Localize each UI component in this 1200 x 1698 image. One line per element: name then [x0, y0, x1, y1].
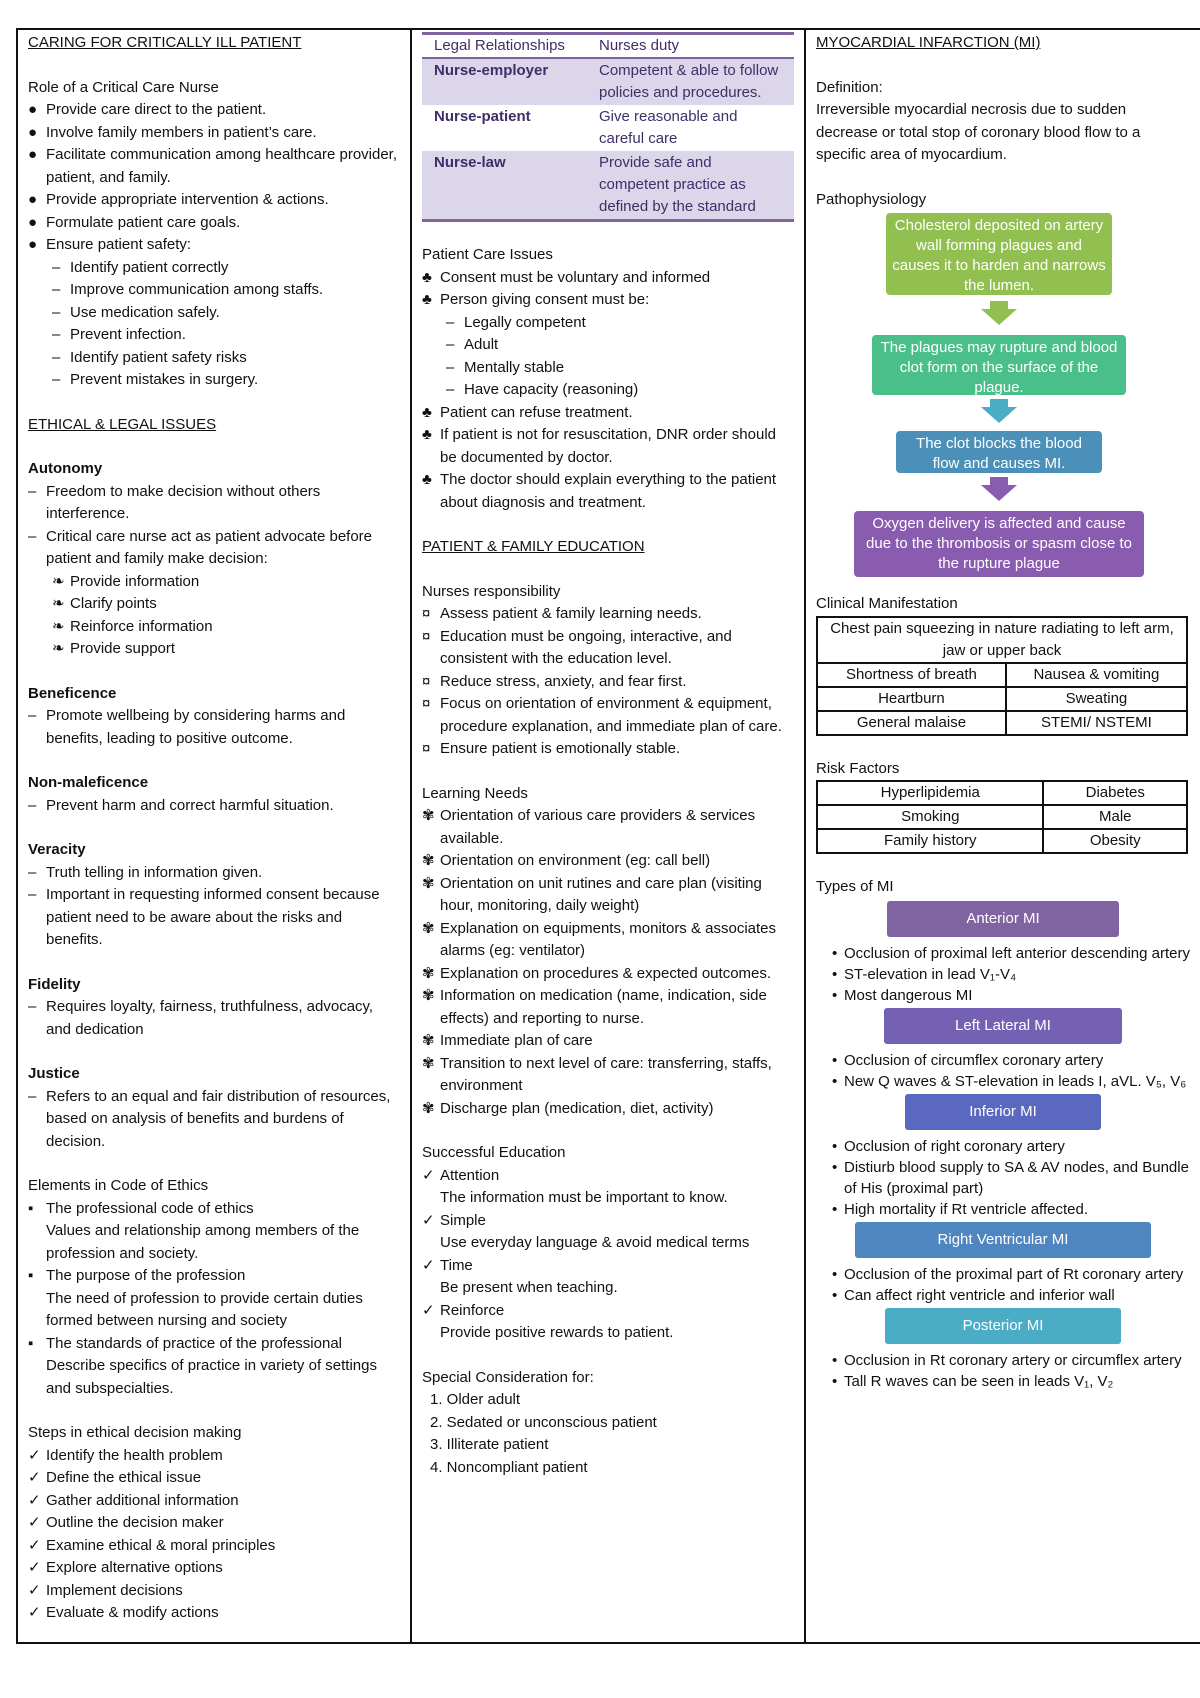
flow-step: Oxygen delivery is affected and cause due to the thrombosis or spasm close to the rupture plague [854, 511, 1144, 577]
veracity-list [28, 862, 400, 952]
list-item: ✓ Evaluate & modify actions [28, 1602, 400, 1625]
check-icon: ✓ [28, 1604, 41, 1621]
list-item: • Can affect right ventricle and inferior wall [830, 1285, 1190, 1306]
list-item: – Promote wellbeing by considering harms and benefits, leading to positive outcome. [28, 707, 346, 747]
flow-step: Cholesterol deposited on artery wall forming plagues and causes it to harden and narrows the lumen. [886, 213, 1112, 295]
table-row [817, 663, 1187, 687]
list-item: ✾ Orientation on environment (eg: call bell) [422, 850, 794, 873]
club-bullet-icon: ♣ [422, 291, 432, 308]
list-item: ❧ Provide information [28, 571, 400, 594]
list-item: ● Provide appropriate intervention & actions. [28, 189, 400, 212]
code-list [28, 1198, 400, 1401]
check-icon: ✓ [28, 1559, 41, 1576]
list-item: 1. Older adult [430, 1391, 521, 1408]
dash-icon: – [28, 863, 37, 881]
list-item: – Mentally stable [422, 357, 794, 380]
list-item: • Most dangerous MI [830, 985, 1190, 1006]
list-item: ✓ Outline the decision maker [28, 1512, 400, 1535]
types-heading: Types of MI [816, 878, 894, 895]
table-cell: Provide safe and competent practice as defined by the standard [587, 151, 794, 221]
check-icon: ✓ [28, 1491, 41, 1509]
list-item: – Requires loyalty, fairness, truthfulness, advocacy, and dedication [28, 998, 374, 1038]
clinical-table [816, 616, 1188, 736]
success-list [422, 1165, 794, 1345]
flow-arrow-stem [990, 399, 1008, 407]
justice-list [28, 1086, 400, 1154]
mi-type-details [816, 1050, 1190, 1092]
table-cell: Nurse-patient [434, 108, 531, 125]
currency-bullet-icon: ¤ [422, 672, 431, 690]
mi-type-details [816, 1350, 1190, 1392]
list-item: ❧ Clarify points [28, 593, 400, 616]
table-row [817, 617, 1187, 663]
list-item: – Prevent harm and correct harmful situation. [28, 795, 400, 818]
list-item: ♣ Patient can refuse treatment. [422, 402, 794, 425]
table-cell: STEMI/ NSTEMI [1006, 711, 1187, 735]
bullet-icon: ● [28, 146, 38, 163]
list-item: ♣ The doctor should explain everything to the patient about diagnosis and treatment. [422, 471, 777, 511]
section-title: MYOCARDIAL INFARCTION (MI) [816, 34, 1041, 51]
flourish-bullet-icon: ❧ [52, 640, 65, 657]
table-header: Nurses duty [587, 34, 794, 59]
principle-heading: Justice [28, 1065, 80, 1082]
table-cell: Sweating [1006, 687, 1187, 711]
dash-icon: – [52, 281, 61, 298]
flourish-bullet-icon: ❧ [52, 572, 65, 590]
table-cell: Hyperlipidemia [817, 781, 1043, 805]
dash-icon: – [52, 326, 61, 343]
bullet-icon: ● [28, 101, 38, 118]
club-bullet-icon: ♣ [422, 403, 432, 421]
code-heading: Elements in Code of Ethics [28, 1177, 209, 1194]
issues-list-2 [422, 402, 794, 515]
learning-needs-list [422, 805, 794, 1120]
list-item: – Critical care nurse act as patient advocate before patient and family make decision: [28, 527, 373, 567]
beneficence-list [28, 705, 400, 750]
bullet-icon: ● [28, 191, 38, 208]
responsibility-heading: Nurses responsibility [422, 582, 561, 600]
flower-bullet-icon: ✾ [422, 1054, 435, 1072]
list-item: ▪ The professional code of ethics Values and relationship among members of the profession and society. [28, 1199, 360, 1262]
dash-icon: – [52, 348, 61, 366]
list-item: ✾ Transition to next level of care: transferring, staffs, environment [422, 1054, 772, 1094]
square-bullet-icon: ▪ [28, 1199, 34, 1217]
table-row [817, 687, 1187, 711]
list-item: – Adult [422, 334, 794, 357]
mi-type-header: Anterior MI [887, 901, 1119, 937]
list-item: – Use medication safely. [28, 302, 400, 325]
list-item: 3. Illiterate patient [430, 1436, 549, 1453]
list-item: • Occlusion of circumflex coronary artery [830, 1050, 1190, 1071]
list-item: ♣ Person giving consent must be: [422, 289, 794, 312]
flower-bullet-icon: ✾ [422, 1099, 435, 1117]
steps-list [28, 1445, 400, 1625]
list-item: • High mortality if Rt ventricle affected. [830, 1199, 1190, 1220]
list-item: ● Provide care direct to the patient. [28, 99, 400, 122]
check-icon: ✓ [28, 1446, 41, 1464]
table-row [422, 151, 794, 221]
dash-icon: – [446, 336, 455, 353]
list-item: ✾ Information on medication (name, indication, side effects) and reporting to nurse. [422, 987, 767, 1027]
list-item: ¤ Education must be ongoing, interactive, and consistent with the education level. [422, 627, 732, 667]
list-item: ¤ Ensure patient is emotionally stable. [422, 738, 794, 761]
mi-type-header: Posterior MI [885, 1308, 1121, 1344]
safety-list [28, 257, 400, 392]
mi-type-details [816, 1136, 1190, 1220]
issues-list [422, 267, 794, 312]
dash-icon: – [52, 303, 61, 321]
dash-icon: – [446, 381, 455, 398]
table-cell: Chest pain squeezing in nature radiating to left arm, jaw or upper back [817, 617, 1187, 663]
check-icon: ✓ [422, 1166, 435, 1184]
flow-arrow-stem [990, 301, 1008, 309]
bullet-icon: ● [28, 236, 38, 253]
principle-heading: Beneficence [28, 684, 117, 702]
table-cell: Family history [817, 829, 1043, 853]
list-item: ✓ Simple Use everyday language & avoid medical terms [422, 1211, 750, 1251]
table-row [422, 105, 794, 151]
flow-step: The clot blocks the blood flow and causes MI. [896, 431, 1102, 473]
list-item: ❧ Reinforce information [28, 616, 400, 639]
dash-icon: – [52, 371, 61, 388]
check-icon: ✓ [28, 1514, 41, 1531]
fidelity-list [28, 996, 400, 1041]
principle-heading: Veracity [28, 841, 86, 858]
list-item: – Freedom to make decision without others interference. [28, 482, 321, 522]
list-item: – Prevent mistakes in surgery. [28, 369, 400, 392]
list-item: ✾ Discharge plan (medication, diet, activity) [422, 1098, 794, 1121]
club-bullet-icon: ♣ [422, 268, 432, 286]
list-item: ✓ Define the ethical issue [28, 1467, 400, 1490]
issues-heading: Patient Care Issues [422, 246, 553, 263]
table-cell: Obesity [1043, 829, 1187, 853]
dash-icon: – [446, 358, 455, 376]
check-icon: ✓ [422, 1301, 435, 1319]
flower-bullet-icon: ✾ [422, 919, 435, 937]
list-item: – Identify patient correctly [28, 257, 400, 280]
list-item: • ST-elevation in lead V₁-V₄ [830, 964, 1190, 985]
mi-type-header: Right Ventricular MI [855, 1222, 1151, 1258]
list-item: ✓ Explore alternative options [28, 1557, 400, 1580]
list-item: – Improve communication among staffs. [28, 279, 400, 302]
list-item: ✓ Examine ethical & moral principles [28, 1535, 400, 1558]
mi-type-details [816, 943, 1190, 1006]
list-item: ✓ Identify the health problem [28, 1445, 400, 1468]
club-bullet-icon: ♣ [422, 471, 432, 488]
flourish-bullet-icon: ❧ [52, 595, 65, 612]
flower-bullet-icon: ✾ [422, 807, 435, 824]
role-heading: Role of a Critical Care Nurse [28, 78, 219, 96]
list-item: • New Q waves & ST-elevation in leads I, aVL. V₅, V₆ [830, 1071, 1190, 1092]
list-item: ¤ Focus on orientation of environment & equipment, procedure explanation, and immediate plan of care. [422, 695, 782, 735]
mi-type-header: Left Lateral MI [884, 1008, 1122, 1044]
definition-text: Irreversible myocardial necrosis due to sudden decrease or total stop of coronary blood flow to a specific area of myocardium. [816, 101, 1141, 163]
risk-heading: Risk Factors [816, 759, 900, 777]
success-heading: Successful Education [422, 1144, 566, 1161]
table-row [422, 58, 794, 105]
mi-type-details [816, 1264, 1190, 1306]
role-list [28, 99, 400, 257]
list-item: ✾ Explanation on procedures & expected outcomes. [422, 963, 794, 986]
list-item: ¤ Reduce stress, anxiety, and fear first. [422, 671, 794, 694]
list-item: – Refers to an equal and fair distribution of resources, based on analysis of benefits and burdens of decision. [28, 1087, 391, 1150]
list-item: – Prevent infection. [28, 324, 400, 347]
list-item: ♣ Consent must be voluntary and informed [422, 267, 794, 290]
pathophysiology-heading: Pathophysiology [816, 190, 927, 208]
list-item: ● Involve family members in patient’s care. [28, 122, 400, 145]
dash-icon: – [28, 482, 37, 500]
section-title: PATIENT & FAMILY EDUCATION [422, 538, 645, 555]
table-row [817, 829, 1187, 853]
table-cell: Shortness of breath [817, 663, 1006, 687]
list-item: ✾ Explanation on equipments, monitors & associates alarms (eg: ventilator) [422, 919, 777, 959]
dash-icon: – [28, 527, 37, 545]
list-item: • Occlusion of proximal left anterior descending artery [830, 943, 1190, 964]
square-bullet-icon: ▪ [28, 1334, 34, 1352]
nonmaleficence-list [28, 795, 400, 818]
list-item: ✾ Immediate plan of care [422, 1030, 794, 1053]
bullet-icon: ● [28, 123, 38, 141]
list-item: • Distiurb blood supply to SA & AV nodes, and Bundle of His (proximal part) [830, 1157, 1190, 1199]
check-icon: ✓ [28, 1536, 41, 1554]
table-row [817, 805, 1187, 829]
steps-heading: Steps in ethical decision making [28, 1424, 242, 1441]
table-cell: Smoking [817, 805, 1043, 829]
list-item: ✓ Attention The information must be important to know. [422, 1166, 728, 1206]
document-page [16, 28, 1200, 1644]
flower-bullet-icon: ✾ [422, 987, 435, 1004]
mi-type-header: Inferior MI [905, 1094, 1101, 1130]
table-cell: Heartburn [817, 687, 1006, 711]
check-icon: ✓ [28, 1581, 41, 1599]
responsibility-list [422, 603, 794, 761]
table-header: Legal Relationships [422, 34, 587, 59]
check-icon: ✓ [422, 1256, 435, 1274]
dash-icon: – [28, 1087, 37, 1105]
column-1 [18, 30, 412, 1642]
flower-bullet-icon: ✾ [422, 1032, 435, 1049]
principle-heading: Fidelity [28, 975, 81, 993]
currency-bullet-icon: ¤ [422, 740, 431, 757]
list-item: ● Ensure patient safety: [28, 234, 400, 257]
list-item: 4. Noncompliant patient [430, 1458, 588, 1476]
currency-bullet-icon: ¤ [422, 605, 431, 622]
list-item: – Legally competent [422, 312, 794, 335]
table-cell: Competent & able to follow policies and procedures. [587, 58, 794, 105]
down-arrow-icon [981, 407, 1017, 423]
check-icon: ✓ [28, 1469, 41, 1486]
list-item: 2. Sedated or unconscious patient [430, 1413, 657, 1431]
section-title: CARING FOR CRITICALLY ILL PATIENT [28, 34, 302, 51]
list-item: ✓ Gather additional information [28, 1490, 400, 1513]
dash-icon: – [28, 707, 37, 724]
table-cell: Nausea & vomiting [1006, 663, 1187, 687]
flower-bullet-icon: ✾ [422, 964, 435, 982]
down-arrow-icon [981, 485, 1017, 501]
dash-icon: – [28, 886, 37, 903]
list-item: ✾ Orientation of various care providers & services available. [422, 807, 756, 847]
table-cell: Diabetes [1043, 781, 1187, 805]
check-icon: ✓ [422, 1211, 435, 1229]
list-item: • Occlusion of the proximal part of Rt coronary artery [830, 1264, 1190, 1285]
list-item: ▪ The standards of practice of the professional Describe specifics of practice in variety of settings and subspecialties. [28, 1334, 377, 1397]
flourish-bullet-icon: ❧ [52, 617, 65, 635]
list-item: • Occlusion in Rt coronary artery or circumflex artery [830, 1350, 1190, 1371]
flow-step: The plagues may rupture and blood clot form on the surface of the plague. [872, 335, 1126, 395]
dash-icon: – [28, 796, 37, 814]
list-item: – Important in requesting informed consent because patient need to be aware about the risks and benefits. [28, 886, 380, 948]
principle-heading: Non-maleficence [28, 774, 149, 791]
list-item: ❧ Provide support [28, 638, 400, 661]
table-row [817, 781, 1187, 805]
special-heading: Special Consideration for: [422, 1368, 594, 1386]
list-item: ✾ Orientation on unit rutines and care plan (visiting hour, monitoring, daily weight) [422, 874, 762, 914]
table-cell: Give reasonable and careful care [599, 108, 738, 147]
list-item: ▪ The purpose of the profession The need of profession to provide certain duties formed between nursing and society [28, 1267, 363, 1329]
list-item: ¤ Assess patient & family learning needs. [422, 603, 794, 626]
consent-list [422, 312, 794, 402]
currency-bullet-icon: ¤ [422, 695, 431, 712]
list-item: ♣ If patient is not for resuscitation, DNR order should be documented by doctor. [422, 426, 776, 466]
definition-heading: Definition: [816, 78, 883, 96]
pathophysiology-flowchart [816, 213, 1190, 593]
square-bullet-icon: ▪ [28, 1267, 34, 1284]
list-item: ✓ Reinforce Provide positive rewards to patient. [422, 1301, 674, 1341]
list-item: • Occlusion of right coronary artery [830, 1136, 1190, 1157]
table-cell: Nurse-employer [422, 58, 587, 105]
list-item: – Truth telling in information given. [28, 862, 400, 885]
principle-heading: Autonomy [28, 460, 103, 477]
special-list [422, 1389, 794, 1479]
list-item: ✓ Implement decisions [28, 1580, 400, 1603]
currency-bullet-icon: ¤ [422, 627, 431, 645]
flower-bullet-icon: ✾ [422, 874, 435, 892]
column-2 [412, 30, 806, 1642]
list-item: ✓ Time Be present when teaching. [422, 1256, 618, 1296]
bullet-icon: ● [28, 213, 38, 231]
autonomy-list [28, 481, 400, 571]
list-item: • Tall R waves can be seen in leads V₁, V₂ [830, 1371, 1190, 1392]
list-item: – Have capacity (reasoning) [422, 379, 794, 402]
table-header-row [422, 34, 794, 59]
table-cell: General malaise [817, 711, 1006, 735]
list-item: ● Facilitate communication among healthcare provider, patient, and family. [28, 146, 398, 186]
club-bullet-icon: ♣ [422, 426, 432, 443]
legal-relationships-table [422, 32, 794, 222]
down-arrow-icon [981, 309, 1017, 325]
risk-table [816, 780, 1188, 854]
dash-icon: – [446, 313, 455, 331]
flower-bullet-icon: ✾ [422, 852, 435, 869]
dash-icon: – [52, 258, 61, 276]
table-row [817, 711, 1187, 735]
dash-icon: – [28, 998, 37, 1015]
column-3 [806, 30, 1200, 1642]
learning-needs-heading: Learning Needs [422, 784, 528, 802]
list-item: – Identify patient safety risks [28, 347, 400, 370]
advocate-list [28, 571, 400, 661]
list-item: ● Formulate patient care goals. [28, 212, 400, 235]
table-cell: Nurse-law [422, 151, 587, 221]
table-cell: Male [1043, 805, 1187, 829]
clinical-heading: Clinical Manifestation [816, 595, 958, 612]
flow-arrow-stem [990, 477, 1008, 485]
section-title: ETHICAL & LEGAL ISSUES [28, 415, 217, 433]
